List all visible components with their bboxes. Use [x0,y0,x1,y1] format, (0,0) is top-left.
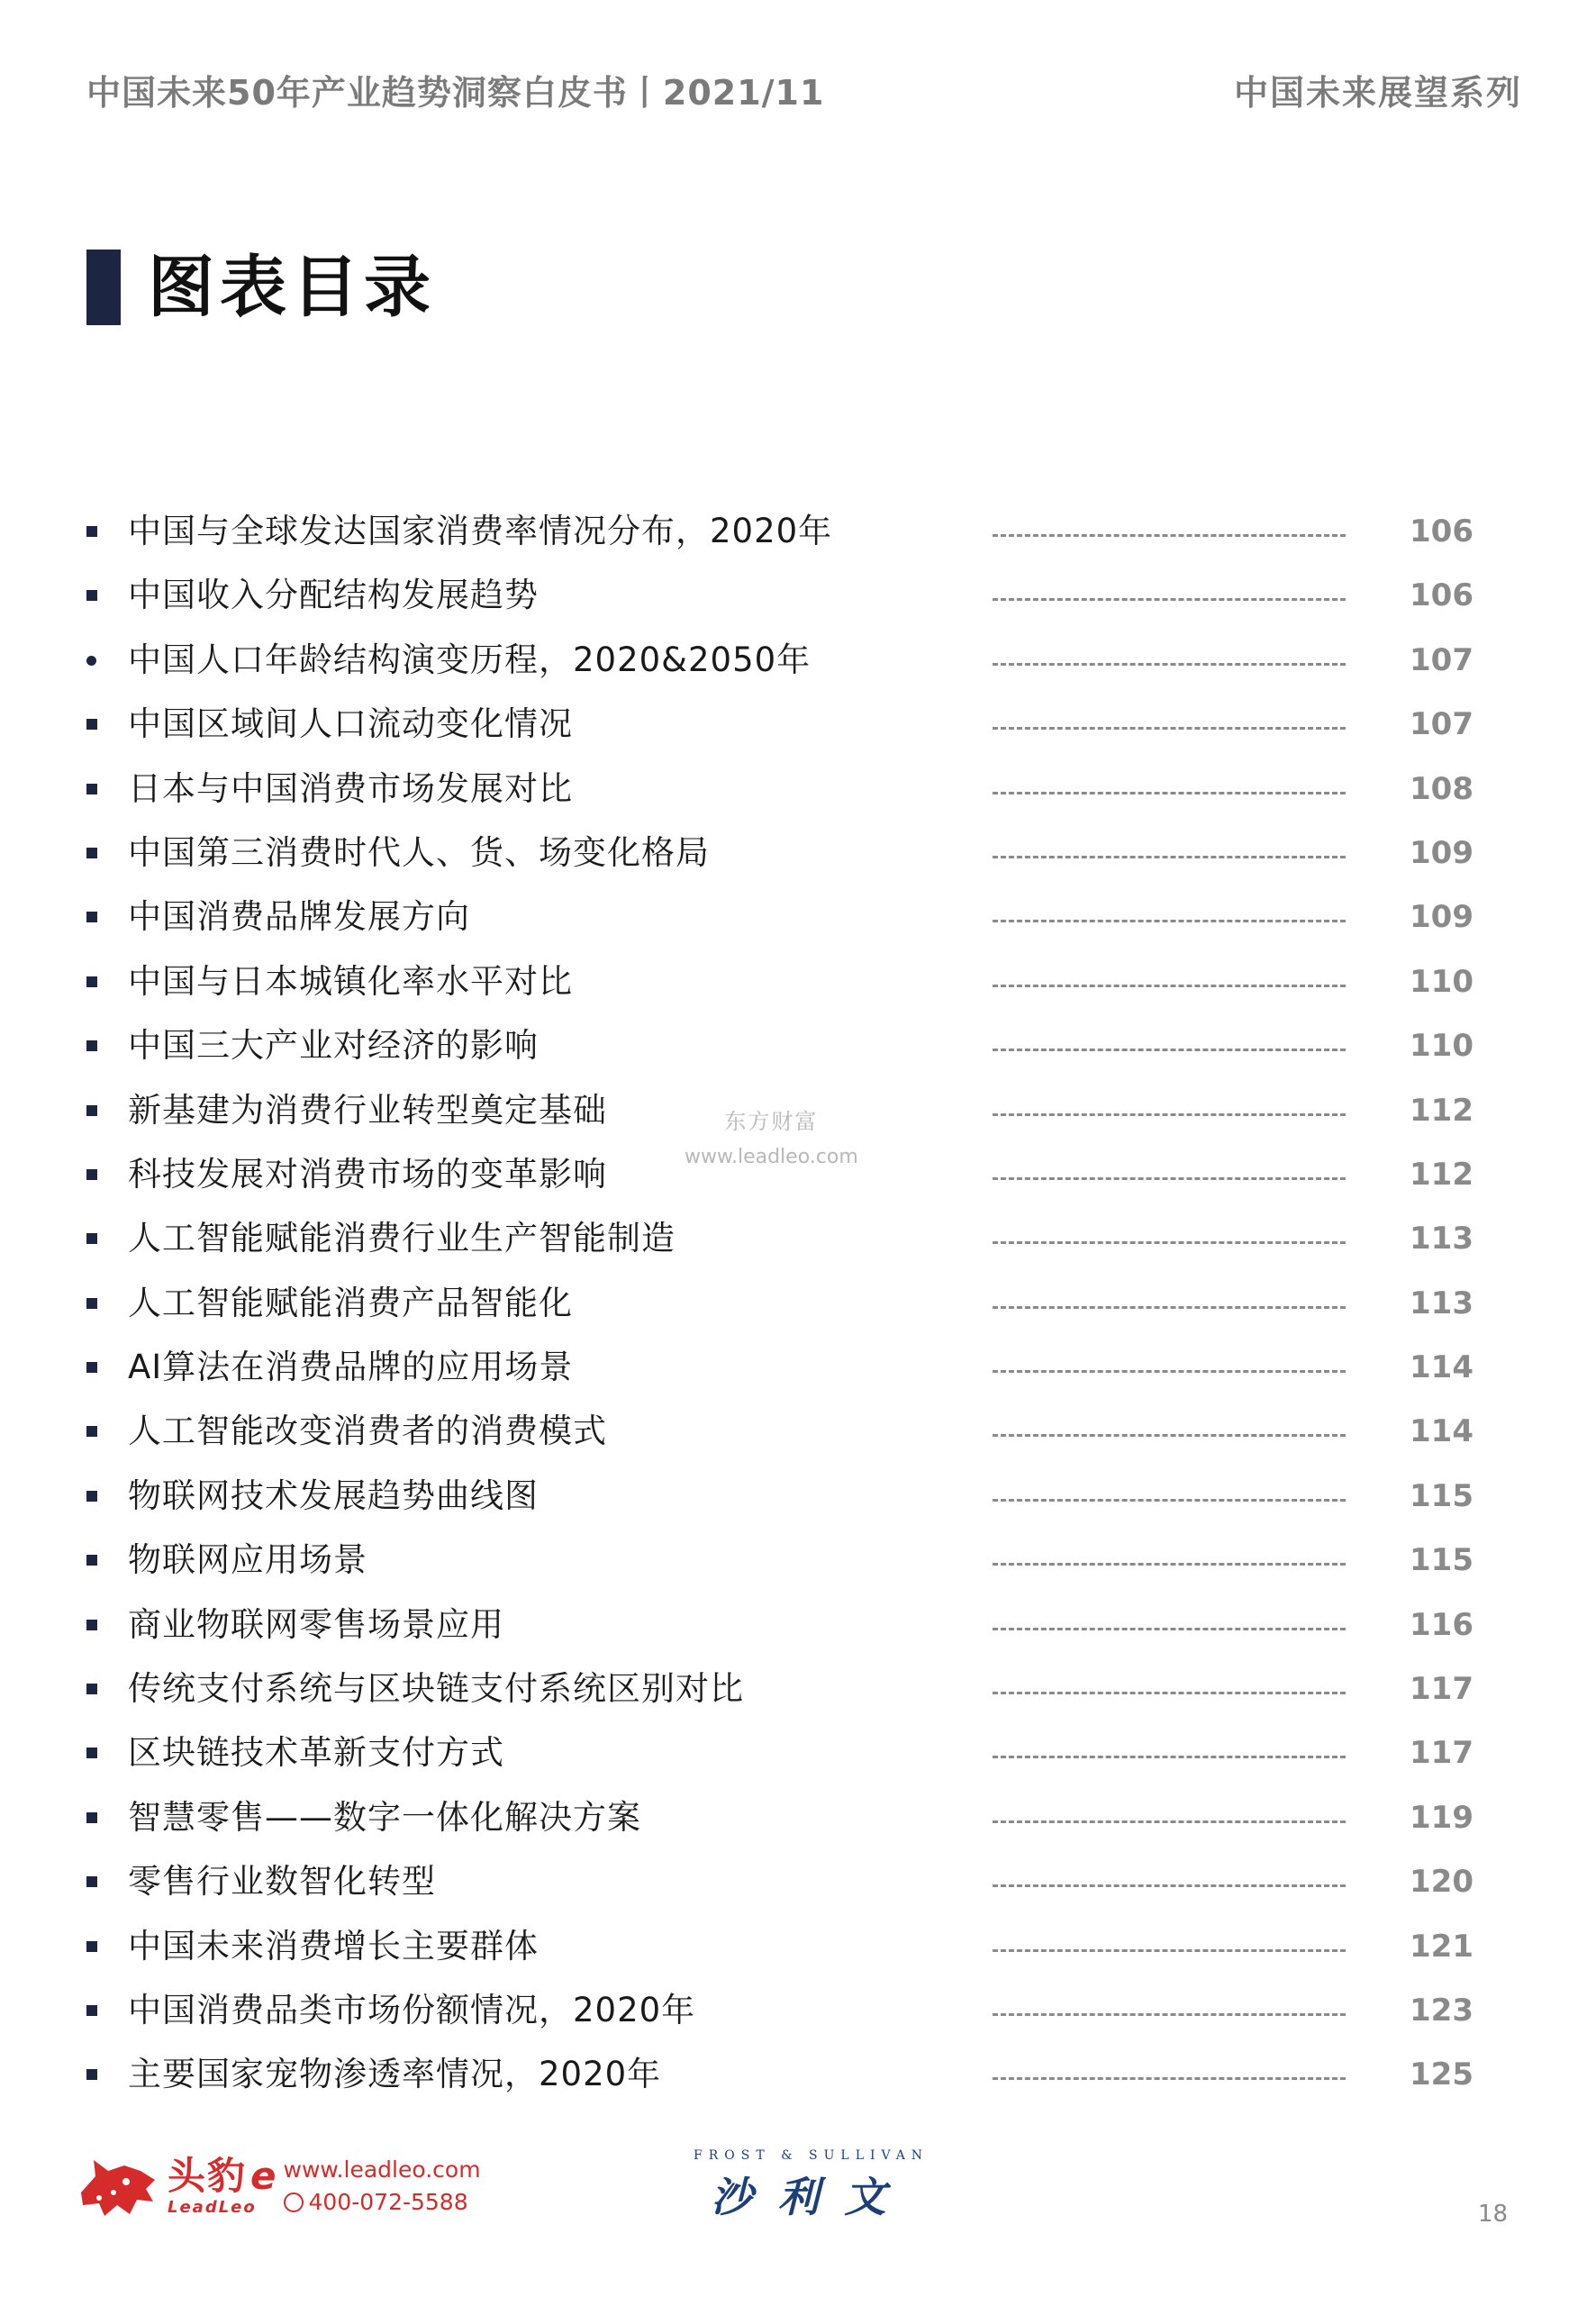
watermark [685,1103,858,1168]
toc-entry[interactable] [0,1466,1596,1530]
toc-entry-title: 中国消费品类市场份额情况，2020年 [128,1990,696,2029]
report-title: 中国未来50年产业趋势洞察白皮书丨2021/11 [86,73,825,113]
toc-entry-page: 107 [1410,641,1474,678]
section-heading [86,248,436,327]
toc-entry-page: 106 [1410,577,1474,614]
bullet-icon [86,1040,97,1051]
toc-entry-title: 中国区域间人口流动变化情况 [128,704,573,744]
toc-entry[interactable] [0,1980,1596,2044]
toc-entry[interactable] [0,1787,1596,1851]
toc-entry-page: 112 [1410,1092,1474,1129]
toc-entry-title: 零售行业数智化转型 [128,1862,436,1902]
toc-entry-page: 115 [1410,1542,1474,1579]
toc-entry-title: 中国三大产业对经济的影响 [128,1026,539,1066]
toc-entry-title: 新基建为消费行业转型奠定基础 [128,1090,607,1130]
dot-leader [993,1499,1346,1502]
dot-leader [993,1306,1346,1309]
watermark-url: www.leadleo.com [685,1146,858,1168]
brand-cn: 头豹 [168,2153,248,2198]
toc-entry[interactable] [0,886,1596,950]
toc-entry-title: 人工智能赋能消费产品智能化 [128,1283,573,1322]
toc-entry-page: 120 [1410,1864,1474,1901]
toc-entry[interactable] [0,501,1596,565]
toc-entry-page: 108 [1410,770,1474,807]
toc-entry-page: 116 [1410,1606,1474,1643]
toc-entry-page: 110 [1410,963,1474,1000]
toc-entry-title: 中国第三消费时代人、货、场变化格局 [128,832,710,872]
toc-entry-page: 114 [1410,1413,1474,1450]
toc-entry-title: 中国与全球发达国家消费率情况分布，2020年 [128,512,833,550]
toc-entry-title: 中国与日本城镇化率水平对比 [128,961,573,1001]
toc-entry-page: 107 [1410,706,1474,743]
dot-leader [993,920,1346,922]
toc-entry-page: 113 [1410,1221,1474,1257]
toc-entry[interactable] [0,1851,1596,1915]
phone-line [284,2186,481,2219]
bullet-icon [86,526,97,537]
website-link[interactable]: www.leadleo.com [283,2156,481,2183]
dot-leader [993,1884,1346,1887]
toc-entry-page: 113 [1410,1285,1474,1321]
table-of-figures [0,501,1596,2109]
toc-entry-title: 人工智能改变消费者的消费模式 [128,1412,607,1451]
dot-leader [993,1113,1346,1116]
toc-entry[interactable] [0,1273,1596,1337]
dot-leader [993,1370,1346,1373]
toc-entry[interactable] [0,2044,1596,2108]
toc-entry-page: 117 [1410,1735,1474,1772]
bullet-icon [86,2069,97,2080]
dot-leader [993,1049,1346,1051]
bullet-icon [86,1684,97,1694]
contact-info [284,2154,481,2219]
dot-leader [993,1692,1346,1694]
toc-entry-page: 121 [1410,1928,1474,1965]
dot-leader [993,598,1346,601]
toc-entry-title: 传统支付系统与区块链支付系统区别对比 [128,1669,744,1709]
bullet-icon [86,1491,97,1502]
bullet-icon [86,2005,97,2016]
bullet-icon [86,976,97,987]
bullet-icon [86,1362,97,1373]
toc-entry[interactable] [0,694,1596,758]
bullet-icon [86,912,97,922]
leadleo-logo [77,2153,481,2220]
toc-entry[interactable] [0,758,1596,822]
dot-leader [993,2077,1346,2080]
toc-entry-title: 智慧零售——数字一体化解决方案 [128,1797,641,1837]
toc-entry-title: 区块链技术革新支付方式 [128,1733,504,1773]
bullet-icon [86,1298,97,1309]
toc-entry-page: 115 [1410,1477,1474,1514]
dot-leader [993,534,1346,537]
toc-entry-page: 119 [1410,1799,1474,1836]
partner-en: FROST & SULLIVAN [694,2148,929,2163]
phone-number: 400-072-5588 [308,2189,468,2215]
toc-entry-title: 物联网应用场景 [128,1540,367,1580]
toc-entry-title: 人工智能赋能消费行业生产智能制造 [128,1219,676,1258]
bullet-icon [86,784,97,794]
phone-icon [284,2193,304,2212]
bullet-icon [86,1620,97,1630]
toc-entry-title: 中国未来消费增长主要群体 [128,1926,539,1966]
bullet-icon [86,1233,97,1244]
bullet-icon [86,1169,97,1180]
toc-entry[interactable] [0,1401,1596,1465]
toc-entry-page: 117 [1410,1671,1474,1708]
partner-cn: 沙利文 [711,2173,911,2221]
bullet-icon [86,1555,97,1566]
toc-entry[interactable] [0,1722,1596,1786]
bullet-icon [86,1748,97,1758]
dot-leader [993,856,1346,858]
toc-entry[interactable] [0,565,1596,629]
toc-entry-title: 主要国家宠物渗透率情况，2020年 [128,2055,662,2094]
bullet-icon [86,590,97,601]
dot-leader [993,727,1346,730]
toc-entry-page: 123 [1410,1992,1474,2029]
dot-leader [993,663,1346,666]
bullet-icon [86,719,97,730]
toc-entry[interactable] [0,822,1596,886]
dot-leader [993,1820,1346,1823]
toc-entry-title: 物联网技术发展趋势曲线图 [128,1475,539,1515]
toc-entry-title: 中国人口年龄结构演变历程，2020&2050年 [128,640,812,679]
toc-entry-page: 109 [1410,834,1474,871]
frost-sullivan-logo [694,2148,929,2224]
page-number: 18 [1477,2201,1508,2228]
toc-entry-page: 125 [1410,2056,1474,2093]
toc-entry[interactable] [0,1337,1596,1401]
toc-entry[interactable] [0,1530,1596,1593]
toc-entry-title: 中国收入分配结构发展趋势 [128,576,539,615]
toc-entry[interactable] [0,1658,1596,1722]
toc-entry[interactable] [0,630,1596,694]
toc-entry-title: 中国消费品牌发展方向 [128,897,470,937]
dot-leader [993,1434,1346,1437]
dot-leader [993,1177,1346,1180]
toc-entry-title: 科技发展对消费市场的变革影响 [128,1154,607,1194]
dot-leader [993,2013,1346,2016]
bullet-icon [86,1426,97,1437]
toc-entry-page: 114 [1410,1349,1474,1386]
bullet-icon [86,1876,97,1887]
brand-en: LeadLeo [168,2197,257,2217]
watermark-text: 东方财富 [724,1109,819,1134]
dot-leader [993,985,1346,987]
dot-leader [993,1563,1346,1566]
bullet-icon [86,656,96,666]
heading-accent-bar [86,250,121,325]
toc-entry[interactable] [0,951,1596,1015]
toc-entry[interactable] [0,1208,1596,1272]
bullet-icon [86,1105,97,1116]
leopard-head-icon [77,2153,159,2220]
toc-entry[interactable] [0,1916,1596,1980]
dot-leader [993,1756,1346,1758]
series-title: 中国未来展望系列 [1233,73,1522,113]
dot-leader [993,1241,1346,1244]
toc-entry-title: 商业物联网零售场景应用 [128,1604,504,1644]
page-title: 图表目录 [148,249,436,326]
toc-entry[interactable] [0,1594,1596,1658]
toc-entry-title: AI算法在消费品牌的应用场景 [128,1348,574,1387]
brand-e-mark: e [250,2153,278,2198]
toc-entry-title: 日本与中国消费市场发展对比 [128,768,573,808]
toc-entry-page: 112 [1410,1156,1474,1193]
toc-entry[interactable] [0,1015,1596,1079]
bullet-icon [86,848,97,858]
bullet-icon [86,1941,97,1952]
toc-entry-page: 109 [1410,899,1474,936]
brand-name [168,2153,278,2217]
dot-leader [993,1628,1346,1630]
dot-leader [993,792,1346,794]
toc-entry-page: 106 [1410,513,1474,549]
toc-entry-page: 110 [1410,1028,1474,1065]
dot-leader [993,1949,1346,1952]
bullet-icon [86,1812,97,1823]
